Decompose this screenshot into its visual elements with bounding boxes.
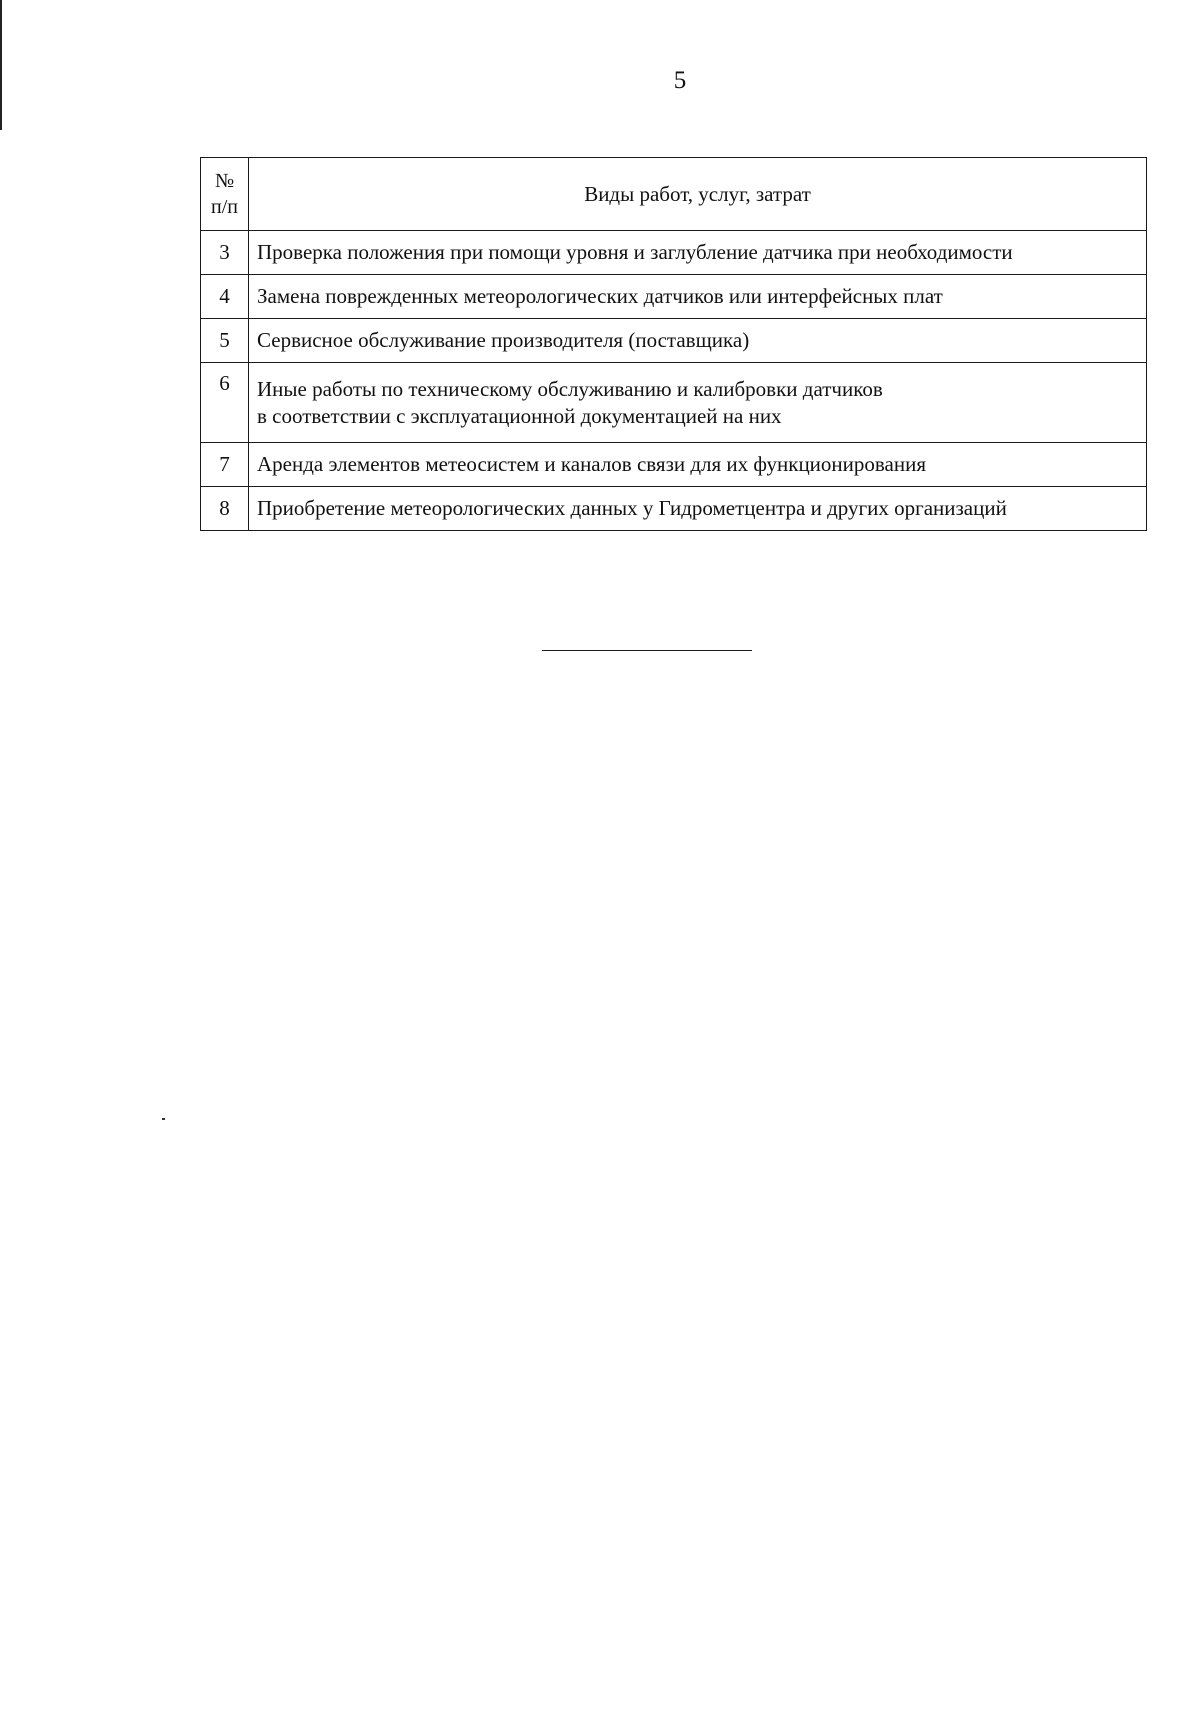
table-row (201, 231, 1147, 275)
table-row (201, 443, 1147, 487)
scan-speck (162, 1118, 165, 1120)
row-description: Сервисное обслуживание производителя (поставщика) (249, 319, 1147, 363)
row-number: 4 (201, 275, 249, 319)
header-description-cell: Виды работ, услуг, затрат (249, 158, 1147, 231)
row-description: Приобретение метеорологических данных у Гидрометцентра и других организаций (249, 487, 1147, 531)
row-number: 5 (201, 319, 249, 363)
page-number: 5 (673, 67, 687, 94)
row-number: 7 (201, 443, 249, 487)
scan-edge-mark (0, 0, 2, 130)
row-description: Проверка положения при помощи уровня и заглубление датчика при необходимости (249, 231, 1147, 275)
table-row (201, 487, 1147, 531)
row-description: Замена поврежденных метеорологических датчиков или интерфейсных плат (249, 275, 1147, 319)
row-number: 3 (201, 231, 249, 275)
row-description: Иные работы по техническому обслуживанию и калибровки датчиков в соответствии с эксплуатационной документацией на них (249, 363, 1147, 443)
table-row (201, 319, 1147, 363)
table-row (201, 275, 1147, 319)
row-number: 6 (201, 363, 249, 443)
header-number-cell (201, 158, 249, 231)
end-of-document-rule (542, 650, 752, 651)
table-row (201, 363, 1147, 443)
row-number: 8 (201, 487, 249, 531)
header-number-abbrev: п/п (211, 196, 238, 218)
table-header-row (201, 158, 1147, 231)
works-table (200, 157, 1147, 531)
header-number-symbol: № (214, 170, 235, 192)
row-description: Аренда элементов метеосистем и каналов связи для их функционирования (249, 443, 1147, 487)
